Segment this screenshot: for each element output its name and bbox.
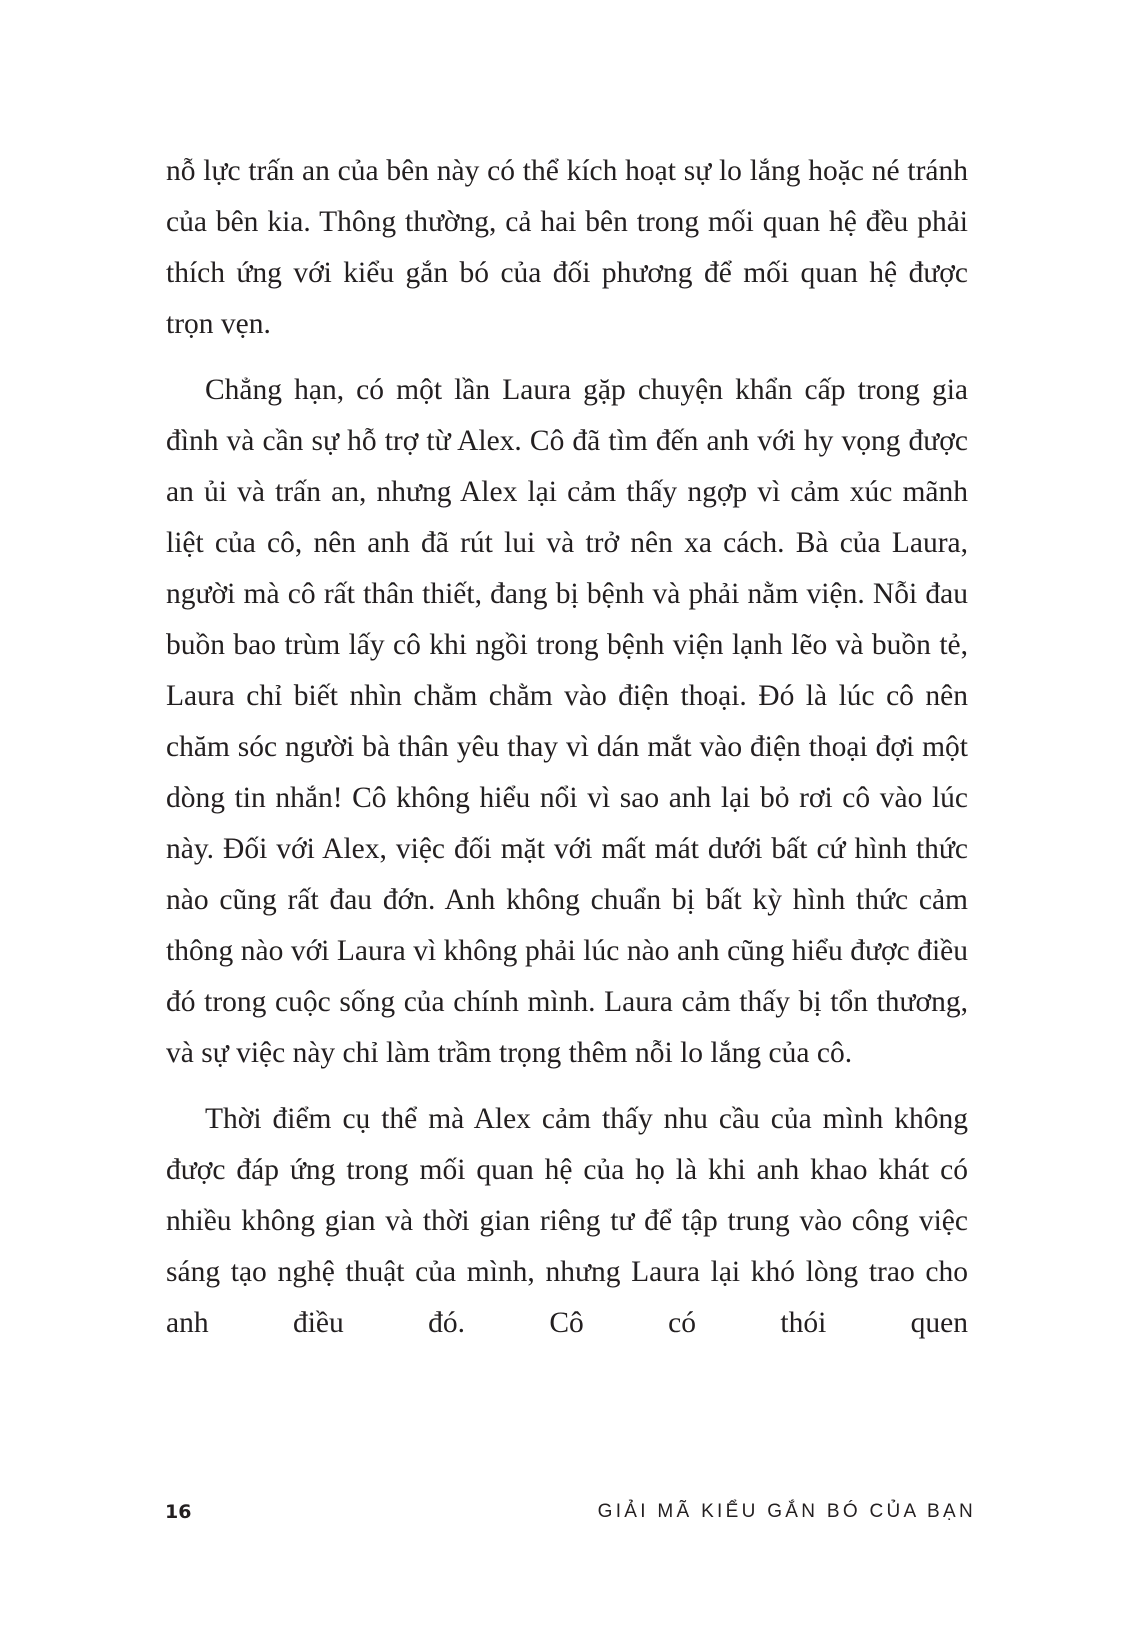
paragraph-3: Thời điểm cụ thể mà Alex cảm thấy nhu cầu của mình không được đáp ứng trong mối quan hệ của họ là khi anh khao khát có nhiều không gian và thời gian riêng tư để tập trung vào công việc sáng tạo nghệ thuật của mình, nhưng Laura lại khó lòng trao cho anh điều đó. Cô có thói quen bbox=[166, 1103, 968, 1339]
paragraph-2: Chẳng hạn, có một lần Laura gặp chuyện khẩn cấp trong gia đình và cần sự hỗ trợ từ Alex. Cô đã tìm đến anh với hy vọng được an ủi và trấn an, nhưng Alex lại cảm thấy ngợp vì cảm xúc mãnh liệt của cô, nên anh đã rút lui và trở nên xa cách. Bà của Laura, người mà cô rất thân thiết, đang bị bệnh và phải nằm viện. Nỗi đau buồn bao trùm lấy cô khi ngồi trong bệnh viện lạnh lẽo và buồn tẻ, Laura chỉ biết nhìn chằm chằm vào điện thoại. Đó là lúc cô nên chăm sóc người bà thân yêu thay vì dán mắt vào điện thoại đợi một dòng tin nhắn! Cô không hiểu nổi vì sao anh lại bỏ rơi cô vào lúc này. Đối với Alex, việc đối mặt với mất mát dưới bất cứ hình thức nào cũng rất đau đớn. Anh không chuẩn bị bất kỳ hình thức cảm thông nào với Laura vì không phải lúc nào anh cũng hiểu được điều đó trong cuộc sống của chính mình. Laura cảm thấy bị tổn thương, và sự việc này chỉ làm trầm trọng thêm nỗi lo lắng của cô. bbox=[166, 374, 968, 1069]
body-text bbox=[166, 146, 968, 1364]
paragraph-1: nỗ lực trấn an của bên này có thể kích hoạt sự lo lắng hoặc né tránh của bên kia. Thông thường, cả hai bên trong mối quan hệ đều phải thích ứng với kiểu gắn bó của đối phương để mối quan hệ được trọn vẹn. bbox=[166, 155, 968, 340]
page-footer bbox=[165, 1500, 976, 1526]
running-title: GIẢI MÃ KIỂU GẮN BÓ CỦA BẠN bbox=[597, 1501, 976, 1522]
page-number: 16 bbox=[165, 1501, 192, 1523]
